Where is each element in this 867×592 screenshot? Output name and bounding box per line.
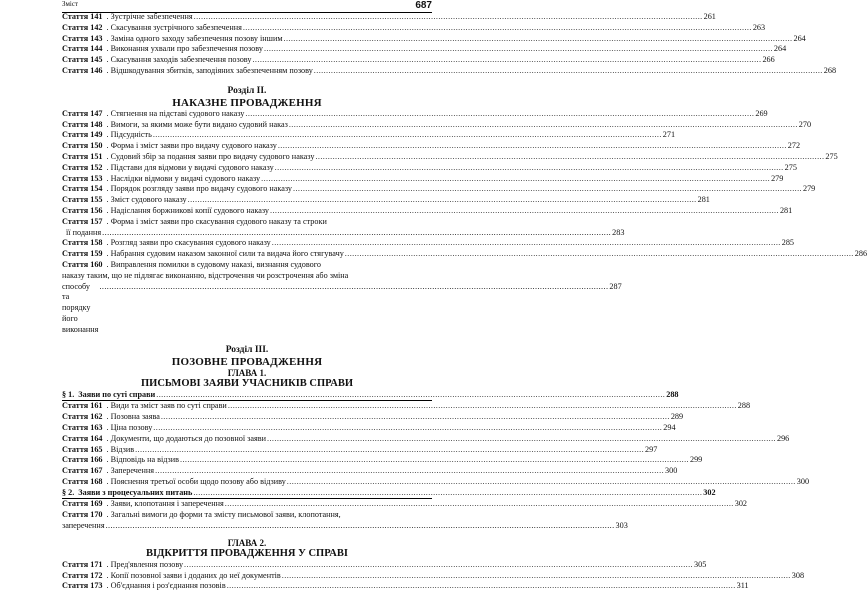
entry-number: Стаття 168 [62, 476, 103, 486]
leader-dots [287, 477, 796, 488]
entry-title: . Надіслання боржникові копії судового наказу [106, 205, 269, 215]
toc-entry[interactable] [62, 444, 658, 456]
toc-entry[interactable] [62, 559, 707, 571]
entry-number: Стаття 163 [62, 422, 103, 432]
entry-page: 286 [854, 249, 867, 259]
entry-title: . Загальні вимоги до форми та змісту письмової заяви, клопотання, [106, 510, 341, 520]
header-title: Зміст [62, 0, 79, 8]
entry-page: 275 [784, 162, 797, 172]
toc-entry[interactable] [62, 151, 838, 163]
leader-dots [156, 390, 665, 401]
leader-dots [155, 466, 664, 477]
entry-title: . Виправлення помилки в судовому наказі, визнання судового [106, 259, 322, 269]
entry-page: 299 [689, 455, 703, 465]
entry-number: Стаття 148 [62, 119, 103, 129]
leader-dots [135, 445, 644, 456]
toc-entry[interactable] [62, 412, 684, 423]
entry-page: 285 [781, 238, 795, 248]
entry-number: Стаття 146 [62, 65, 103, 75]
entry-number: Стаття 156 [62, 205, 103, 215]
entry-number: Стаття 147 [62, 108, 103, 118]
page-number: 687 [415, 0, 432, 11]
entry-number: Стаття 161 [62, 401, 103, 411]
leader-dots [180, 455, 689, 466]
entry-title: . Стягнення на підставі судового наказу [106, 108, 245, 118]
entry-title: . Наслідки відмови у видачі судового наказу [106, 173, 261, 183]
toc-entry[interactable] [62, 466, 678, 477]
paragraph-number: § 1. [62, 389, 75, 399]
entry-number: Стаття 145 [62, 55, 103, 65]
chapter-label: ГЛАВА 1. [227, 367, 267, 378]
entry-title: . Виконання ухвали про забезпечення позову [106, 44, 263, 54]
toc-paragraph-entry[interactable] [62, 389, 679, 402]
toc-entry[interactable] [62, 12, 716, 23]
leader-dots [153, 130, 662, 141]
leader-dots [284, 34, 793, 45]
entry-number: Стаття 160 [62, 259, 103, 269]
section-label: Розділ II. [227, 85, 267, 96]
entry-title: . Форма і зміст заяви про скасування судового наказу та строки [106, 216, 327, 226]
entry-title: . Копії позовної заяви і доданих до неї документів [106, 570, 281, 580]
entry-title: . Розгляд заяви про скасування судового наказу [106, 238, 271, 248]
entry-page: 281 [697, 195, 710, 205]
entry-number: Стаття 159 [62, 249, 103, 259]
entry-page: 311 [736, 581, 749, 591]
leader-dots [252, 55, 761, 66]
toc-entry[interactable] [62, 162, 797, 174]
leader-dots [261, 174, 770, 185]
toc-entry[interactable] [62, 44, 787, 55]
leader-dots [245, 109, 754, 120]
entry-title-continued: заперечення [62, 521, 105, 531]
leader-dots [225, 499, 734, 510]
leader-dots [193, 488, 702, 499]
toc-entry[interactable] [62, 216, 625, 239]
toc-entry[interactable] [62, 401, 751, 412]
entry-number: Стаття 142 [62, 22, 103, 32]
leader-dots [272, 238, 781, 249]
entry-title: . Пред'явлення позову [106, 559, 184, 569]
entry-title: . Документи, що додаються до позовної заяви [106, 433, 267, 443]
entry-number: Стаття 169 [62, 499, 103, 509]
entry-title: . Форма і зміст заяви про видачу судового наказу [106, 141, 277, 151]
entry-title: . Порядок розгляду заяви про видачу судового наказу [106, 184, 293, 194]
entry-number: Стаття 164 [62, 433, 103, 443]
toc-entry[interactable] [62, 108, 768, 120]
entry-title: . Набрання судовим наказом законної сили та видача його стягувачу [106, 249, 344, 259]
leader-dots [315, 152, 824, 163]
section-heading: ПОЗОВНЕ ПРОВАДЖЕННЯ [171, 355, 323, 368]
toc-entry[interactable] [62, 130, 676, 141]
entry-number: Стаття 155 [62, 195, 103, 205]
section-heading: НАКАЗНЕ ПРОВАДЖЕННЯ [172, 96, 322, 109]
leader-dots [188, 195, 697, 206]
toc-entry[interactable] [62, 33, 806, 45]
entry-page: 303 [615, 521, 628, 531]
entry-number: Стаття 172 [62, 570, 103, 580]
entry-page: 279 [771, 173, 784, 183]
entry-number: Стаття 170 [62, 510, 103, 520]
leader-dots [314, 66, 823, 77]
entry-number: Стаття 157 [62, 216, 103, 226]
entry-title: . Пояснення третьої особи щодо позову або відзиву [106, 476, 286, 486]
entry-page: 288 [666, 389, 679, 399]
entry-number: Стаття 162 [62, 412, 103, 422]
toc-entry[interactable] [62, 433, 790, 445]
entry-number: Стаття 166 [62, 455, 103, 465]
entry-number: Стаття 141 [62, 12, 103, 21]
entry-number: Стаття 153 [62, 173, 103, 183]
entry-page: 270 [798, 119, 812, 129]
leader-dots [161, 412, 670, 423]
toc-list [62, 12, 867, 592]
leader-dots [228, 401, 737, 412]
section-label: Розділ III. [225, 344, 269, 355]
entry-page: 294 [663, 422, 676, 432]
toc-entry[interactable] [62, 510, 628, 532]
entry-title: . Ціна позову [106, 422, 153, 432]
entry-title: . Заперечення [106, 466, 155, 476]
leader-dots [289, 120, 798, 131]
leader-dots [282, 571, 791, 582]
leader-dots [102, 228, 611, 239]
entry-page: 268 [823, 65, 837, 75]
leader-dots [275, 163, 784, 174]
entry-title: . Відзив [106, 444, 135, 454]
toc-entry[interactable] [62, 570, 805, 582]
toc-entry[interactable] [62, 238, 795, 249]
toc-entry[interactable] [62, 141, 801, 152]
toc-entry[interactable] [62, 205, 793, 217]
entry-page: 263 [752, 22, 766, 32]
entry-page: 261 [703, 12, 716, 21]
leader-dots [153, 423, 662, 434]
toc-entry[interactable] [62, 455, 703, 466]
entry-title: . Зустрічне забезпечення [106, 12, 193, 21]
toc-entry[interactable] [62, 173, 784, 185]
entry-page: 279 [802, 184, 816, 194]
entry-page: 266 [762, 55, 775, 65]
entry-title: . Підсудність [106, 130, 152, 140]
chapter-heading: ВІДКРИТТЯ ПРОВАДЖЕННЯ У СПРАВІ [146, 547, 348, 559]
entry-number: Стаття 173 [62, 581, 103, 591]
entry-title-continued: наказу таким, що не підлягає виконанню, відстрочення чи розстрочення або зміна [62, 270, 349, 280]
entry-page: 264 [793, 33, 806, 43]
toc-entry[interactable] [62, 119, 812, 131]
entry-page: 302 [734, 499, 748, 509]
entry-number: Стаття 165 [62, 444, 103, 454]
entry-title: . Судовий збір за подання заяви про видачу судового наказу [106, 151, 315, 161]
leader-dots [267, 434, 776, 445]
entry-page: 288 [737, 401, 751, 411]
entry-title: . Скасування заходів забезпечення позову [106, 55, 252, 65]
entry-page: 289 [670, 412, 684, 422]
toc-entry[interactable] [62, 22, 766, 34]
leader-dots [184, 560, 693, 571]
toc-entry[interactable] [62, 581, 749, 592]
entry-page: 269 [755, 108, 768, 118]
entry-page: 296 [776, 433, 790, 443]
toc-entry[interactable] [62, 259, 622, 336]
entry-title: . Відповідь на відзив [106, 455, 180, 465]
entry-number: Стаття 158 [62, 238, 103, 248]
entry-page: 281 [779, 205, 793, 215]
leader-dots [345, 249, 854, 260]
toc-entry[interactable] [62, 184, 816, 195]
entry-title: Заяви з процесуальних питань [78, 487, 193, 497]
entry-title: . Зміст судового наказу [106, 195, 187, 205]
chapter-heading: ПИСЬМОВІ ЗАЯВИ УЧАСНИКІВ СПРАВИ [140, 377, 354, 389]
entry-page: 272 [787, 141, 801, 151]
entry-page: 300 [665, 466, 678, 476]
toc-entry[interactable] [62, 55, 775, 66]
entry-title: . Види та зміст заяв по суті справи [106, 401, 227, 411]
leader-dots [270, 206, 779, 217]
entry-page: 300 [796, 476, 810, 486]
leader-dots [293, 184, 802, 195]
entry-page: 287 [609, 281, 622, 291]
entry-title: . Заяви, клопотання і заперечення [106, 499, 224, 509]
entry-page: 275 [825, 151, 838, 161]
entry-title: . Вимоги, за якими може бути видано судовий наказ [106, 119, 288, 129]
toc-entry[interactable] [62, 195, 710, 206]
entry-number: Стаття 144 [62, 44, 103, 54]
entry-page: 302 [703, 487, 716, 497]
entry-page: 308 [791, 570, 805, 580]
leader-dots [227, 581, 736, 592]
entry-page: 283 [612, 227, 625, 237]
entry-number: Стаття 143 [62, 33, 103, 43]
toc-entry[interactable] [62, 499, 748, 510]
entry-number: Стаття 151 [62, 151, 103, 161]
toc-entry[interactable] [62, 65, 837, 77]
entry-title: . Позовна заява [106, 412, 160, 422]
entry-title: Заяви по суті справи [78, 389, 156, 399]
entry-number: Стаття 171 [62, 559, 103, 569]
entry-number: Стаття 152 [62, 162, 103, 172]
entry-title: . Відшкодування збитків, заподіяних забезпеченням позову [106, 65, 313, 75]
leader-dots [264, 44, 773, 55]
entry-page: 305 [694, 559, 707, 569]
toc-entry[interactable] [62, 476, 810, 488]
entry-number: Стаття 149 [62, 130, 103, 140]
entry-page: 297 [645, 444, 658, 454]
paragraph-number: § 2. [62, 487, 75, 497]
entry-title-continued: її подання [66, 227, 102, 237]
entry-title: . Скасування зустрічного забезпечення [106, 22, 242, 32]
entry-page: 271 [662, 130, 676, 140]
leader-dots [106, 521, 615, 532]
toc-paragraph-entry[interactable] [62, 487, 716, 500]
entry-number: Стаття 167 [62, 466, 103, 476]
leader-dots [99, 282, 608, 293]
entry-number: Стаття 154 [62, 184, 103, 194]
toc-entry[interactable] [62, 249, 867, 260]
chapter-label: ГЛАВА 2. [227, 537, 267, 548]
entry-number: Стаття 150 [62, 141, 103, 151]
entry-title: . Заміна одного заходу забезпечення позову іншим [106, 33, 283, 43]
entry-title-continued: способу та порядку його виконання [62, 281, 99, 334]
toc-entry[interactable] [62, 422, 676, 434]
entry-title: . Підстави для відмови у видачі судового наказу [106, 162, 274, 172]
entry-title: . Об'єднання і роз'єднання позовів [106, 581, 226, 591]
leader-dots [243, 23, 752, 34]
leader-dots [278, 141, 787, 152]
leader-dots [194, 12, 703, 23]
entry-page: 264 [773, 44, 787, 54]
